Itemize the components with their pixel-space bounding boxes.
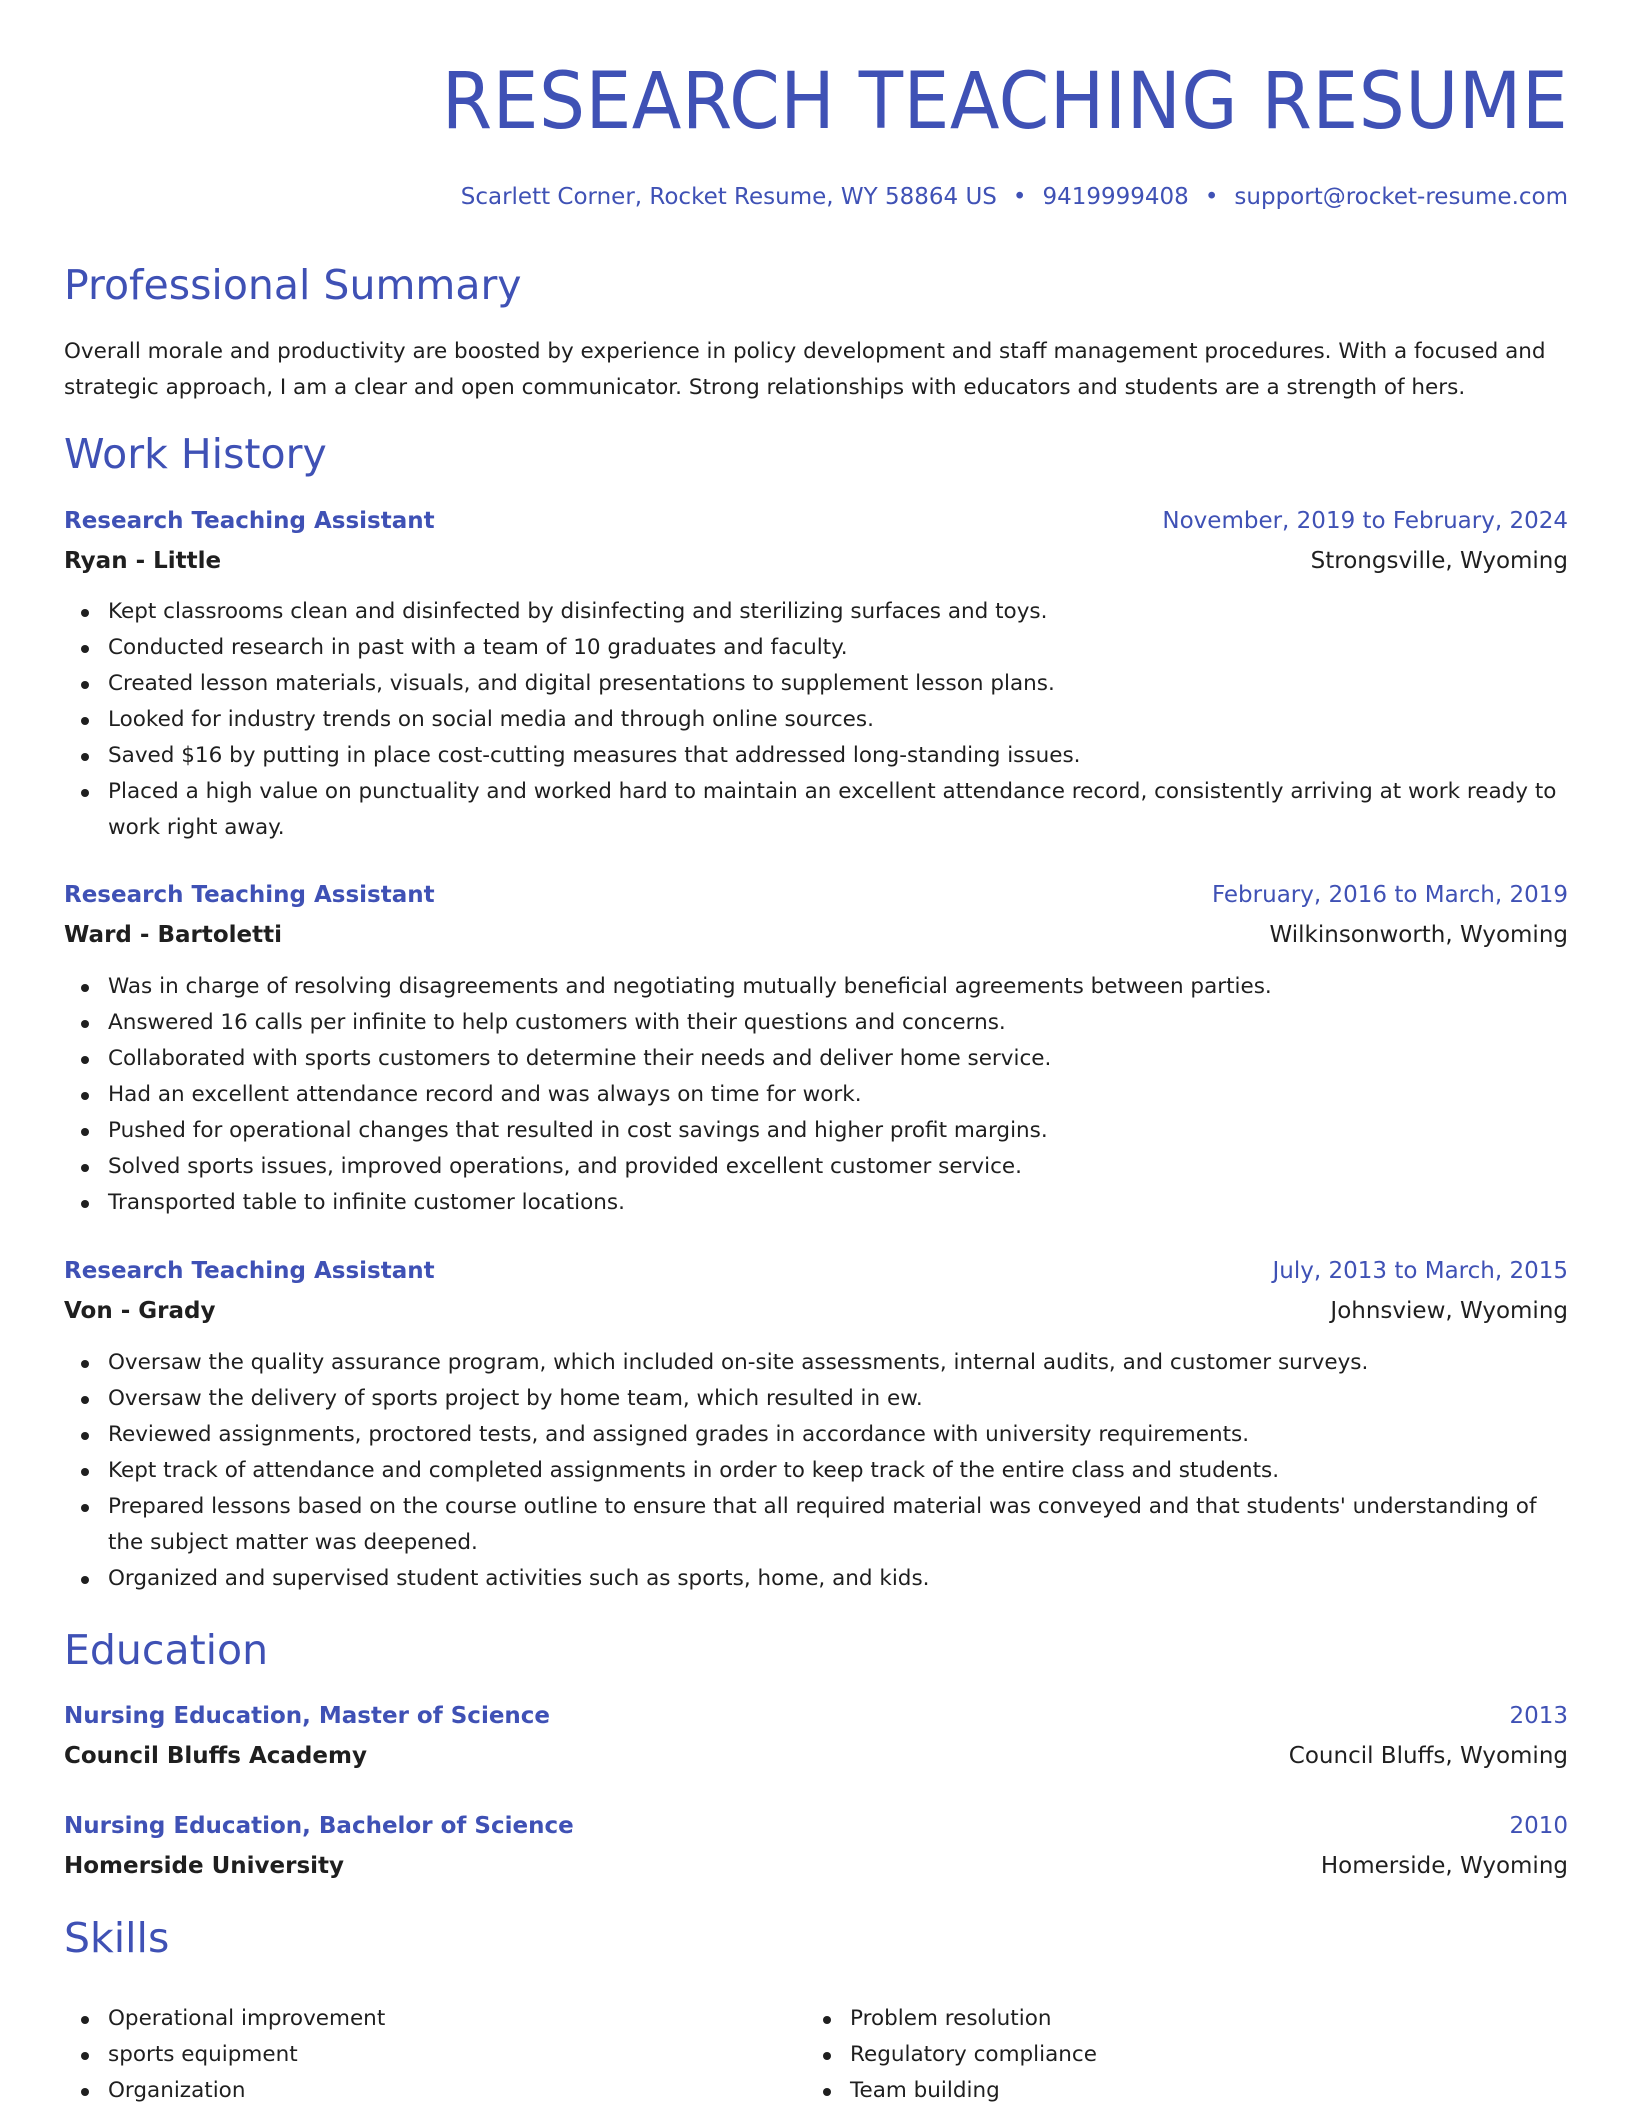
skills-column-right — [806, 2001, 1506, 2109]
job-bullet: Looked for industry trends on social media and through online sources. — [64, 702, 1568, 738]
job-dates: July, 2013 to March, 2015 — [1272, 1258, 1568, 1284]
resume-title: RESEARCH TEACHING RESUME — [441, 57, 1568, 147]
job-title-row — [64, 875, 1568, 915]
job-bullet: Solved sports issues, improved operations, and provided excellent customer service. — [64, 1149, 1568, 1185]
skills-heading: Skills — [64, 1914, 170, 1962]
job-bullet: Had an excellent attendance record and was always on time for work. — [64, 1077, 1568, 1113]
work-history-heading: Work History — [64, 430, 327, 478]
education-school: Homerside University — [64, 1853, 345, 1879]
education-degree-row — [64, 1696, 1568, 1736]
skills-column-left — [64, 2001, 764, 2109]
job-title: Research Teaching Assistant — [64, 508, 435, 534]
education-location: Council Bluffs, Wyoming — [1288, 1743, 1568, 1769]
job-employer-row — [64, 541, 1568, 581]
job-bullet: Reviewed assignments, proctored tests, and assigned grades in accordance with university requirements. — [64, 1417, 1568, 1453]
education-degree: Nursing Education, Master of Science — [64, 1703, 551, 1729]
job-entry — [64, 501, 1568, 581]
job-employer: Ryan - Little — [64, 548, 222, 574]
skill-item: sports equipment — [64, 2037, 764, 2073]
summary-heading: Professional Summary — [64, 261, 522, 309]
education-entry — [64, 1806, 1568, 1886]
education-location: Homerside, Wyoming — [1320, 1853, 1568, 1879]
job-employer-row — [64, 915, 1568, 955]
job-employer: Von - Grady — [64, 1298, 216, 1324]
job-bullet: Oversaw the quality assurance program, which included on-site assessments, internal audits, and customer surveys. — [64, 1345, 1568, 1381]
job-bullet: Kept classrooms clean and disinfected by disinfecting and sterilizing surfaces and toys. — [64, 594, 1568, 630]
education-entry — [64, 1696, 1568, 1776]
contact-line — [461, 180, 1568, 214]
job-bullet: Was in charge of resolving disagreements and negotiating mutually beneficial agreements between parties. — [64, 969, 1568, 1005]
skill-item: Regulatory compliance — [806, 2037, 1506, 2073]
skills-list — [64, 2001, 764, 2109]
education-degree-row — [64, 1806, 1568, 1846]
job-bullet: Answered 16 calls per infinite to help customers with their questions and concerns. — [64, 1005, 1568, 1041]
job-bullet: Conducted research in past with a team of 10 graduates and faculty. — [64, 630, 1568, 666]
skill-item: Organization — [64, 2073, 764, 2109]
job-employer-row — [64, 1291, 1568, 1331]
job-location: Johnsview, Wyoming — [1330, 1298, 1568, 1324]
job-bullet: Collaborated with sports customers to determine their needs and deliver home service. — [64, 1041, 1568, 1077]
job-bullet: Transported table to infinite customer locations. — [64, 1185, 1568, 1221]
job-bullet: Kept track of attendance and completed assignments in order to keep track of the entire class and students. — [64, 1453, 1568, 1489]
education-year: 2010 — [1509, 1813, 1568, 1839]
contact-separator: • — [1204, 184, 1219, 210]
education-school: Council Bluffs Academy — [64, 1743, 367, 1769]
summary-text: Overall morale and productivity are boosted by experience in policy development and staff management procedures. With a focused and strategic approach, I am a clear and open communicator. Strong relationships with educators and students are a strength of hers. — [64, 339, 1546, 400]
contact-phone[interactable]: 9419999408 — [1042, 184, 1189, 210]
job-location: Wilkinsonworth, Wyoming — [1269, 922, 1568, 948]
skill-item: Operational improvement — [64, 2001, 764, 2037]
job-bullet: Organized and supervised student activities such as sports, home, and kids. — [64, 1561, 1568, 1597]
job-bullet: Oversaw the delivery of sports project by home team, which resulted in ew. — [64, 1381, 1568, 1417]
job-employer: Ward - Bartoletti — [64, 922, 282, 948]
contact-address: Scarlett Corner, Rocket Resume, WY 58864 US — [460, 184, 997, 210]
education-school-row — [64, 1736, 1568, 1776]
job-dates: November, 2019 to February, 2024 — [1162, 508, 1568, 534]
job-bullet: Saved $16 by putting in place cost-cutting measures that addressed long-standing issues. — [64, 738, 1568, 774]
education-heading: Education — [64, 1626, 269, 1674]
job-bullet: Created lesson materials, visuals, and digital presentations to supplement lesson plans. — [64, 666, 1568, 702]
job-bullet-list — [64, 969, 1568, 1221]
education-degree: Nursing Education, Bachelor of Science — [64, 1813, 574, 1839]
job-title: Research Teaching Assistant — [64, 882, 435, 908]
education-school-row — [64, 1846, 1568, 1886]
job-bullet-list — [64, 1345, 1568, 1597]
education-year: 2013 — [1509, 1703, 1568, 1729]
job-dates: February, 2016 to March, 2019 — [1211, 882, 1568, 908]
job-entry — [64, 1251, 1568, 1331]
job-bullet: Placed a high value on punctuality and worked hard to maintain an excellent attendance record, consistently arriving at work ready to work right away. — [64, 774, 1568, 846]
skill-item: Problem resolution — [806, 2001, 1506, 2037]
skills-list — [806, 2001, 1506, 2109]
contact-email[interactable]: support@rocket-resume.com — [1234, 184, 1568, 210]
job-bullet-list — [64, 594, 1568, 846]
job-title-row — [64, 501, 1568, 541]
contact-separator: • — [1012, 184, 1027, 210]
job-entry — [64, 875, 1568, 955]
job-title-row — [64, 1251, 1568, 1291]
job-location: Strongsville, Wyoming — [1310, 548, 1568, 574]
skill-item: Team building — [806, 2073, 1506, 2109]
job-bullet: Pushed for operational changes that resulted in cost savings and higher profit margins. — [64, 1113, 1568, 1149]
job-bullet: Prepared lessons based on the course outline to ensure that all required material was conveyed and that students' understanding of the subject matter was deepened. — [64, 1489, 1568, 1561]
job-title: Research Teaching Assistant — [64, 1258, 435, 1284]
